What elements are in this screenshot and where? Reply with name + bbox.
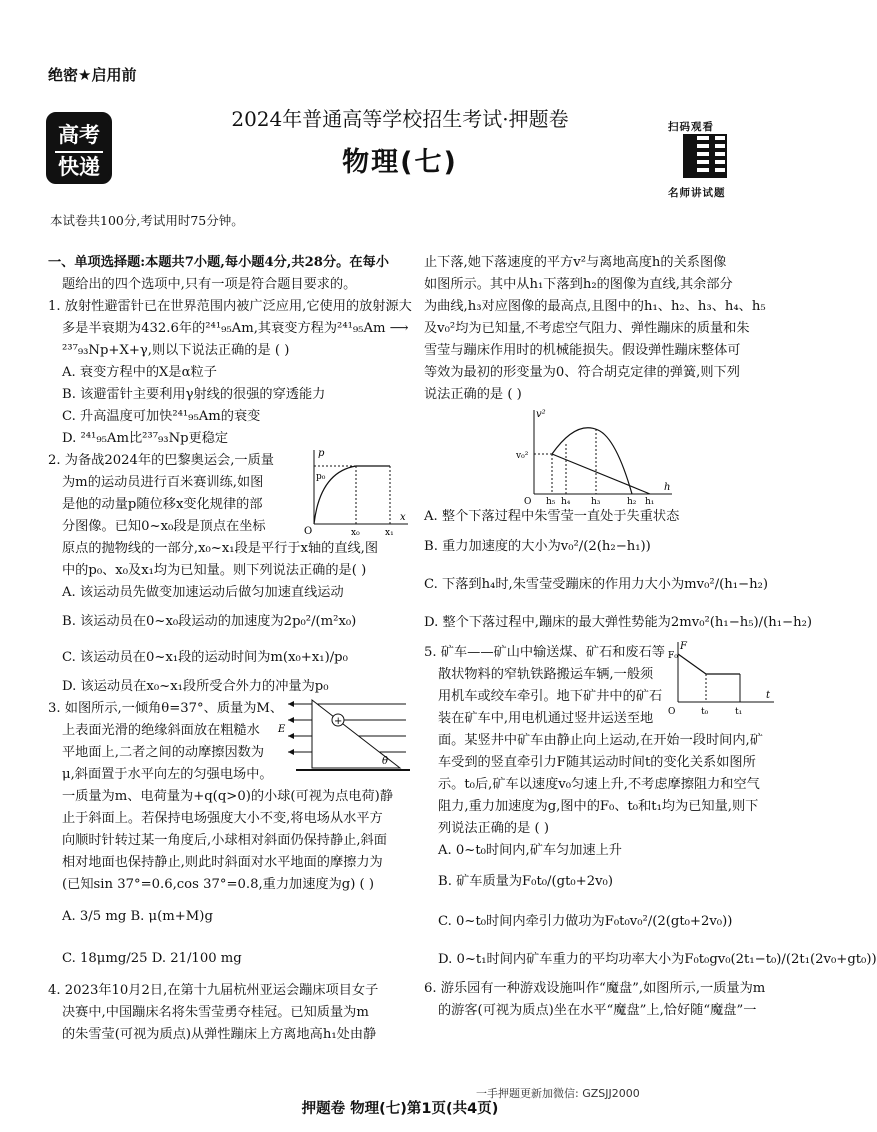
- q3-charge: +: [334, 716, 343, 727]
- q5-t0: t₀: [701, 707, 709, 717]
- q5-stem: 5. 矿车——矿山中输送煤、矿石和废石等: [424, 645, 665, 660]
- q4-stem: 决赛中,中国蹦床名将朱雪莹勇夺桂冠。已知质量为m: [62, 1005, 369, 1020]
- q5-stem: 散状物料的窄轨铁路搬运车辆,一般须: [438, 667, 654, 682]
- q1-stem: ²³⁷₉₃Np+X+γ,则以下说法正确的是 ( ): [62, 343, 290, 358]
- q6-stem: 的游客(可视为质点)坐在水平“魔盘”上,恰好随“魔盘”一: [438, 1003, 757, 1018]
- q5-stem: 装在矿车中,用电机通过竖井运送至地: [438, 711, 654, 726]
- q2-option-a: A. 该运动员先做变加速运动后做匀加速直线运动: [62, 585, 344, 600]
- q1-option-b: B. 该避雷针主要利用γ射线的很强的穿透能力: [62, 387, 326, 402]
- qr-caption-top: 扫码观看: [668, 121, 714, 133]
- right-column: [424, 252, 877, 1022]
- q2-stem: 2. 为备战2024年的巴黎奥运会,一质量: [48, 453, 274, 468]
- q4-stem: 及v₀²均为已知量,不考虑空气阻力、弹性蹦床的质量和朱: [424, 321, 750, 336]
- q3-stem: 平地面上,二者之间的动摩擦因数为: [62, 745, 265, 760]
- q4-stem: 雪莹与蹦床作用时的机械能损失。假设弹性蹦床整体可: [424, 343, 741, 358]
- q2-momentum-graph: [300, 446, 412, 538]
- q1-stem: 多是半衰期为432.6年的²⁴¹₉₅Am,其衰变方程为²⁴¹₉₅Am ⟶: [62, 321, 409, 336]
- q4-stem: 等效为最初的形变量为0、符合胡克定律的弹簧,则下列: [424, 365, 740, 380]
- exam-title: 2024年普通高等学校招生考试·押题卷: [231, 107, 569, 131]
- q4-stem: 的朱雪莹(可视为质点)从弹性蹦床上方离地高h₁处由静: [62, 1027, 377, 1042]
- q4-h4: h₄: [561, 497, 571, 507]
- q5-stem: 面。某竖井中矿车由静止向上运动,在开始一段时间内,矿: [438, 733, 763, 748]
- exam-intro: 本试卷共100分,考试用时75分钟。: [50, 213, 244, 228]
- q5-t1: t₁: [735, 707, 743, 717]
- q2-stem: 为m的运动员进行百米赛训练,如图: [62, 475, 264, 490]
- q5-force-graph: [666, 638, 778, 724]
- q5-option-c: C. 0~t₀时间内牵引力做功为F₀t₀v₀²/(2(gt₀+2v₀)): [438, 914, 733, 929]
- q2-option-d: D. 该运动员在x₀~x₁段所受合外力的冲量为p₀: [62, 679, 329, 694]
- q5-xlabel: t: [766, 690, 771, 701]
- q1-option-d: D. ²⁴¹₉₅Am比²³⁷₉₃Np更稳定: [62, 431, 229, 446]
- q4-xlabel: h: [664, 482, 671, 493]
- q4-option-b: B. 重力加速度的大小为v₀²/(2(h₂−h₁)): [424, 539, 651, 554]
- q4-stem: 止下落,她下落速度的平方v²与离地高度h的关系图像: [424, 255, 727, 270]
- q3-stem: 向顺时针转过某一角度后,小球相对斜面仍保持静止,斜面: [62, 833, 387, 848]
- q4-stem: 为曲线,h₃对应图像的最高点,且图中的h₁、h₂、h₃、h₄、h₅: [424, 299, 766, 314]
- q2-stem: 是他的动量p随位移x变化规律的部: [62, 497, 263, 512]
- confidential-label: 绝密★启用前: [48, 66, 137, 84]
- q3-stem: 上表面光滑的绝缘斜面放在粗糙水: [62, 723, 260, 738]
- q4-stem: 说法正确的是 ( ): [424, 387, 522, 402]
- section-heading: 一、单项选择题:本题共7小题,每小题4分,共28分。在每小: [48, 255, 389, 270]
- q4-origin: O: [524, 497, 532, 507]
- q1-option-a: A. 衰变方程中的X是α粒子: [62, 365, 217, 380]
- q2-option-c: C. 该运动员在0~x₁段的运动时间为m(x₀+x₁)/p₀: [62, 650, 348, 665]
- q2-origin: O: [304, 526, 313, 537]
- left-column: [48, 252, 410, 1046]
- q2-x1: x₁: [385, 528, 394, 538]
- q1-stem: 1. 放射性避雷针已在世界范围内被广泛应用,它使用的放射源大: [48, 299, 412, 314]
- q5-F0: F₀: [668, 651, 678, 661]
- q4-stem: 4. 2023年10月2日,在第十九届杭州亚运会蹦床项目女子: [48, 983, 379, 998]
- q2-block: [48, 450, 410, 538]
- badge-top: 高考: [58, 123, 100, 147]
- q5-stem: 示。t₀后,矿车以速度v₀匀速上升,不考虑摩擦阻力和空气: [438, 777, 760, 792]
- q5-stem: 列说法正确的是 ( ): [438, 821, 549, 836]
- badge-bottom: 快递: [55, 151, 103, 181]
- q5-origin: O: [668, 707, 676, 717]
- q4-stem: 如图所示。其中从h₁下落到h₂的图像为直线,其余部分: [424, 277, 733, 292]
- q3-field-label: E: [278, 724, 286, 735]
- q4-option-c: C. 下落到h₄时,朱雪莹受蹦床的作用力大小为mv₀²/(h₁−h₂): [424, 577, 769, 592]
- q3-stem: 相对地面也保持静止,则此时斜面对水平地面的摩擦力为: [62, 855, 383, 870]
- qr-code-icon[interactable]: [683, 134, 727, 178]
- q2-x0: x₀: [351, 528, 360, 538]
- q3-block: [48, 698, 410, 786]
- q1-option-c: C. 升高温度可加快²⁴¹₉₅Am的衰变: [62, 409, 261, 424]
- q2-ylabel: p: [318, 448, 325, 459]
- q4-ylabel: v²: [536, 409, 546, 420]
- q6-stem: 6. 游乐园有一种游戏设施叫作“魔盘”,如图所示,一质量为m: [424, 981, 766, 996]
- q4-h2: h₂: [627, 497, 637, 507]
- q5-stem: 车受到的竖直牵引力F随其运动时间t的变化关系如图所: [438, 755, 756, 770]
- qr-caption-bottom: 名师讲试题: [668, 187, 726, 199]
- q3-options-ab: A. 3/5 mg B. μ(m+M)g: [62, 909, 213, 924]
- q3-options-cd: C. 18μmg/25 D. 21/100 mg: [62, 951, 242, 966]
- q4-option-d: D. 整个下落过程中,蹦床的最大弹性势能为2mv₀²(h₁−h₅)/(h₁−h₂): [424, 615, 813, 630]
- q3-stem: 止于斜面上。若保持电场强度大小不变,将电场从水平方: [62, 811, 383, 826]
- q5-option-b: B. 矿车质量为F₀t₀/(gt₀+2v₀): [438, 874, 613, 889]
- q4-h1: h₁: [645, 497, 655, 507]
- q5-option-a: A. 0~t₀时间内,矿车匀加速上升: [438, 843, 622, 858]
- q2-stem: 分图像。已知0~x₀段是顶点在坐标: [62, 519, 266, 534]
- q5-block: [424, 642, 776, 730]
- q4-option-a: A. 整个下落过程中朱雪莹一直处于失重状态: [424, 509, 680, 524]
- q3-stem: μ,斜面置于水平向左的匀强电场中。: [62, 767, 273, 782]
- q3-angle: θ: [382, 756, 389, 767]
- q3-stem: 3. 如图所示,一倾角θ=37°、质量为M、: [48, 701, 284, 716]
- section-heading-cont: 题给出的四个选项中,只有一项是符合题目要求的。: [62, 277, 357, 292]
- q2-stem: 中的p₀、x₀及x₁均为已知量。则下列说法正确的是( ): [62, 563, 367, 578]
- q4-velocity-graph: [516, 406, 676, 506]
- q4-h5: h₅: [546, 497, 556, 507]
- q5-option-d: D. 0~t₁时间内矿车重力的平均功率大小为F₀t₀gv₀(2t₁−t₀)/(2t₁(2v₀+gt₀)): [438, 952, 877, 967]
- q3-stem: (已知sin 37°=0.6,cos 37°=0.8,重力加速度为g) ( ): [62, 877, 375, 892]
- brand-badge: [46, 112, 112, 184]
- q5-stem: 阻力,重力加速度为g,图中的F₀、t₀和t₁均为已知量,则下: [438, 799, 759, 814]
- q5-ylabel: F: [680, 641, 687, 652]
- q2-option-b: B. 该运动员在0~x₀段运动的加速度为2p₀²/(m²x₀): [62, 614, 357, 629]
- watermark: 一手押题更新加微信: GZSJJ2000: [476, 1087, 640, 1100]
- q5-stem: 用机车或绞车牵引。地下矿井中的矿石: [438, 689, 663, 704]
- q2-stem: 原点的抛物线的一部分,x₀~x₁段是平行于x轴的直线,图: [62, 541, 379, 556]
- q4-h3: h₃: [591, 497, 601, 507]
- subject-title: 物理(七): [342, 147, 458, 178]
- q2-xlabel: x: [400, 512, 406, 523]
- q3-stem: 一质量为m、电荷量为+q(q>0)的小球(可视为点电荷)静: [62, 789, 394, 804]
- q3-incline-diagram: [276, 694, 412, 784]
- q4-v0sq: v₀²: [516, 451, 529, 461]
- q2-p0: p₀: [316, 472, 326, 482]
- page-footer: 押题卷 物理(七)第1页(共4页): [301, 1101, 499, 1117]
